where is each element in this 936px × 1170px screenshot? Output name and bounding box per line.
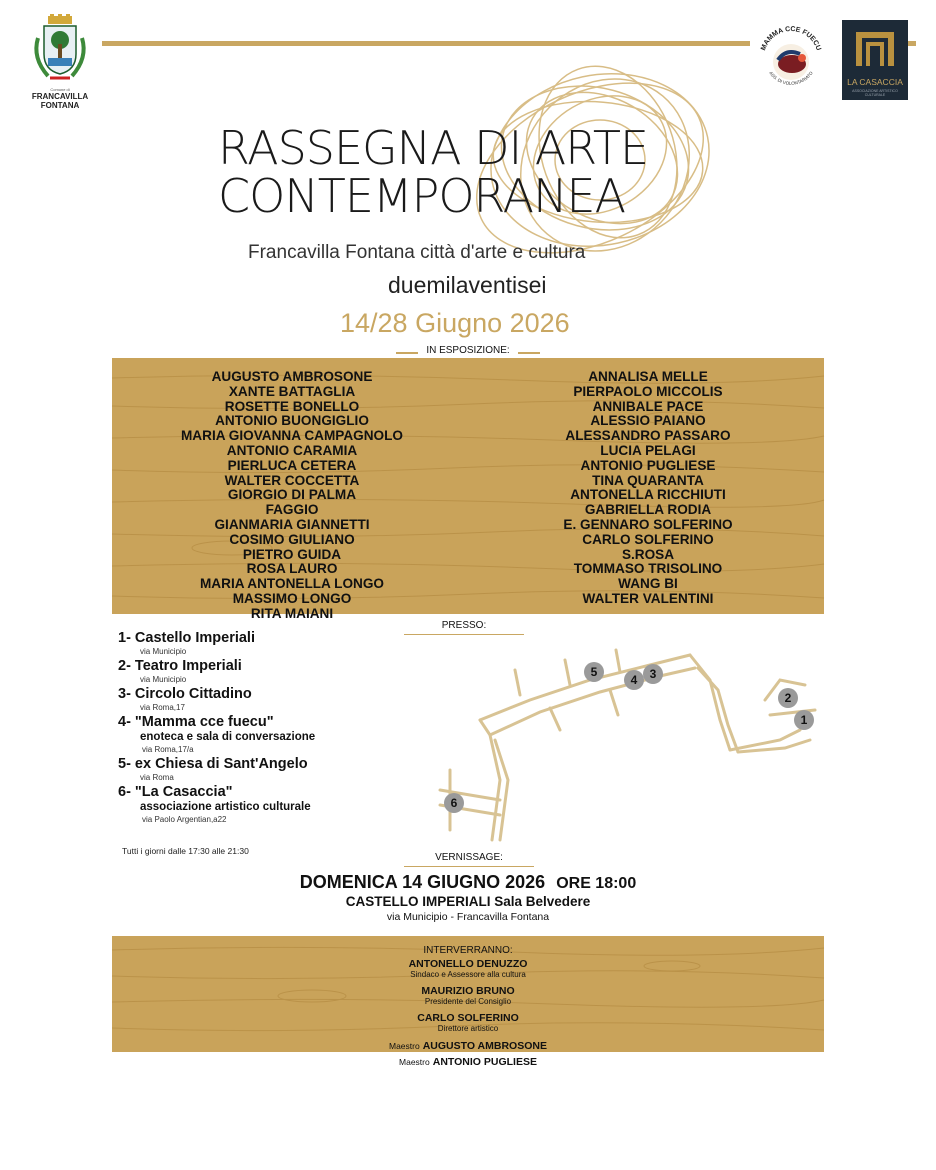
crest-city-name: FRANCAVILLA FONTANA xyxy=(31,92,89,110)
artist-name: ANTONIO CARAMIA xyxy=(226,442,358,458)
venue-item xyxy=(118,714,418,756)
map-marker-1: 1 xyxy=(794,710,814,730)
vernissage-time: ORE 18:00 xyxy=(556,875,637,892)
speakers-label: INTERVERRANNO: xyxy=(423,945,513,956)
artist-name: ANNIBALE PACE xyxy=(592,398,704,414)
artists-left-column xyxy=(142,370,442,622)
venue-list xyxy=(118,630,418,826)
speakers-list xyxy=(112,945,824,1071)
venues-label: PRESSO: xyxy=(441,620,487,631)
artist-name: WANG BI xyxy=(618,576,678,592)
venue-description: associazione artistico culturale xyxy=(140,801,311,813)
logo-mamma-text: MAMMA CCE FUECU xyxy=(760,25,822,52)
artist-name: ANTONIO BUONGIGLIO xyxy=(215,413,369,429)
venue-item xyxy=(118,630,418,658)
artist-name: FAGGIO xyxy=(265,502,319,518)
exhibition-label-wrap xyxy=(396,345,540,356)
artist-name: WALTER VALENTINI xyxy=(582,590,714,606)
artist-name: PIERLUCA CETERA xyxy=(227,457,357,473)
venue-address: via Paolo Argentian,a22 xyxy=(142,815,227,824)
artist-name: TINA QUARANTA xyxy=(592,472,704,488)
artist-name: ANNALISA MELLE xyxy=(588,369,708,384)
venue-name: 6- "La Casaccia" xyxy=(118,784,233,800)
maestro-row xyxy=(112,1055,824,1068)
artist-name: PIERPAOLO MICCOLIS xyxy=(573,383,723,399)
artist-name: TOMMASO TRISOLINO xyxy=(573,561,723,577)
vernissage-place: CASTELLO IMPERIALI Sala Belvedere xyxy=(345,894,591,909)
crest-icon xyxy=(30,14,90,86)
speakers-panel xyxy=(112,936,824,1068)
vernissage-date: DOMENICA 14 GIUGNO 2026 xyxy=(299,872,546,892)
venue-address: via Municipio xyxy=(140,647,187,656)
artists-panel xyxy=(112,358,824,621)
logo-mamma-cce-fuecu xyxy=(756,20,826,100)
artist-name: ALESSANDRO PASSARO xyxy=(565,428,731,444)
artist-name: MASSIMO LONGO xyxy=(232,590,352,606)
speaker-name: CARLO SOLFERINO xyxy=(417,1012,519,1024)
vernissage-date-line xyxy=(0,872,936,893)
artist-name: GABRIELLA RODIA xyxy=(584,502,712,518)
maestro-prefix: Maestro xyxy=(389,1041,420,1051)
artist-name: ANTONELLA RICCHIUTI xyxy=(570,487,726,503)
maestro-prefix: Maestro xyxy=(399,1057,430,1067)
city-crest xyxy=(22,14,98,114)
casaccia-subtitle: ASSOCIAZIONE ARTISTICO CULTURALE xyxy=(852,89,898,97)
venue-address: via Roma,17 xyxy=(140,703,185,712)
title-line-2: CONTEMPORANEA xyxy=(218,169,626,223)
logo-la-casaccia xyxy=(842,20,908,100)
artist-name: ALESSIO PAIANO xyxy=(590,413,706,429)
artist-name: AUGUSTO AMBROSONE xyxy=(211,369,373,384)
year-text: duemilaventisei xyxy=(388,272,547,298)
artist-name: ROSA LAURO xyxy=(246,561,338,577)
artist-name: S.ROSA xyxy=(621,546,675,562)
map-marker-3: 3 xyxy=(643,664,663,684)
venue-address: via Roma xyxy=(140,773,174,782)
artist-name: E. GENNARO SOLFERINO xyxy=(563,516,733,532)
map-marker-4: 4 xyxy=(624,670,644,690)
map-marker-2: 2 xyxy=(778,688,798,708)
venue-address: via Municipio xyxy=(140,675,187,684)
speaker-role: Sindaco e Assessore alla cultura xyxy=(410,970,526,979)
casaccia-emblem-icon xyxy=(842,20,908,72)
title-line-1: RASSEGNA DI ARTE xyxy=(218,121,649,175)
artist-name: LUCIA PELAGI xyxy=(600,442,696,458)
artist-name: MARIA GIOVANNA CAMPAGNOLO xyxy=(180,428,404,444)
speaker-role: Direttore artistico xyxy=(437,1024,499,1033)
artist-name: ROSETTE BONELLO xyxy=(224,398,360,414)
map-marker-5: 5 xyxy=(584,662,604,682)
speaker-name: MAURIZIO BRUNO xyxy=(421,985,515,997)
venue-map xyxy=(420,640,830,840)
artist-name: PIETRO GUIDA xyxy=(242,546,342,562)
venue-item xyxy=(118,784,418,826)
artist-name: XANTE BATTAGLIA xyxy=(228,383,356,399)
maestro-row xyxy=(112,1039,824,1052)
vernissage-address: via Municipio - Francavilla Fontana xyxy=(386,911,550,923)
artist-name: ANTONIO PUGLIESE xyxy=(580,457,716,473)
venue-name: 3- Circolo Cittadino xyxy=(118,686,252,702)
map-marker-6: 6 xyxy=(444,793,464,813)
maestro-name: ANTONIO PUGLIESE xyxy=(432,1056,537,1068)
speaker-name: ANTONELLO DENUZZO xyxy=(408,958,528,970)
venues-label-wrap xyxy=(404,620,524,631)
casaccia-name: LA CASACCIA xyxy=(847,77,903,87)
event-dates: 14/28 Giugno 2026 xyxy=(340,308,570,338)
venue-name: 2- Teatro Imperiali xyxy=(118,658,242,674)
artist-name: RITA MAIANI xyxy=(250,605,334,621)
artist-name: GIORGIO DI PALMA xyxy=(227,487,357,503)
logo-mamma-subtext: ASS. DI VOLONTARIATO xyxy=(768,70,814,86)
artist-name: MARIA ANTONELLA LONGO xyxy=(199,576,384,592)
artist-name: CARLO SOLFERINO xyxy=(582,531,714,547)
exhibition-label: IN ESPOSIZIONE: xyxy=(426,345,510,356)
opening-hours: Tutti i giorni dalle 17:30 alle 21:30 xyxy=(122,846,249,856)
venue-name: 1- Castello Imperiali xyxy=(118,630,255,646)
venue-item xyxy=(118,756,418,784)
subtitle: Francavilla Fontana città d'arte e cultura xyxy=(248,242,586,263)
venue-description: enoteca e sala di conversazione xyxy=(140,731,316,743)
speaker-role: Presidente del Consiglio xyxy=(424,997,512,1006)
venue-name: 5- ex Chiesa di Sant'Angelo xyxy=(118,756,308,772)
venue-name: 4- "Mamma cce fuecu" xyxy=(118,714,274,730)
crest-caption-small: Comune di xyxy=(50,87,70,92)
venue-item xyxy=(118,658,418,686)
artist-name: COSIMO GIULIANO xyxy=(229,531,355,547)
artist-name: GIANMARIA GIANNETTI xyxy=(214,516,370,532)
venue-address: via Roma,17/a xyxy=(142,745,194,754)
maestro-name: AUGUSTO AMBROSONE xyxy=(422,1040,547,1052)
artists-right-column xyxy=(498,370,798,607)
vernissage-label: VERNISSAGE: xyxy=(435,852,503,863)
artist-name: WALTER COCCETTA xyxy=(224,472,360,488)
vernissage-label-wrap xyxy=(404,852,534,863)
venue-item xyxy=(118,686,418,714)
